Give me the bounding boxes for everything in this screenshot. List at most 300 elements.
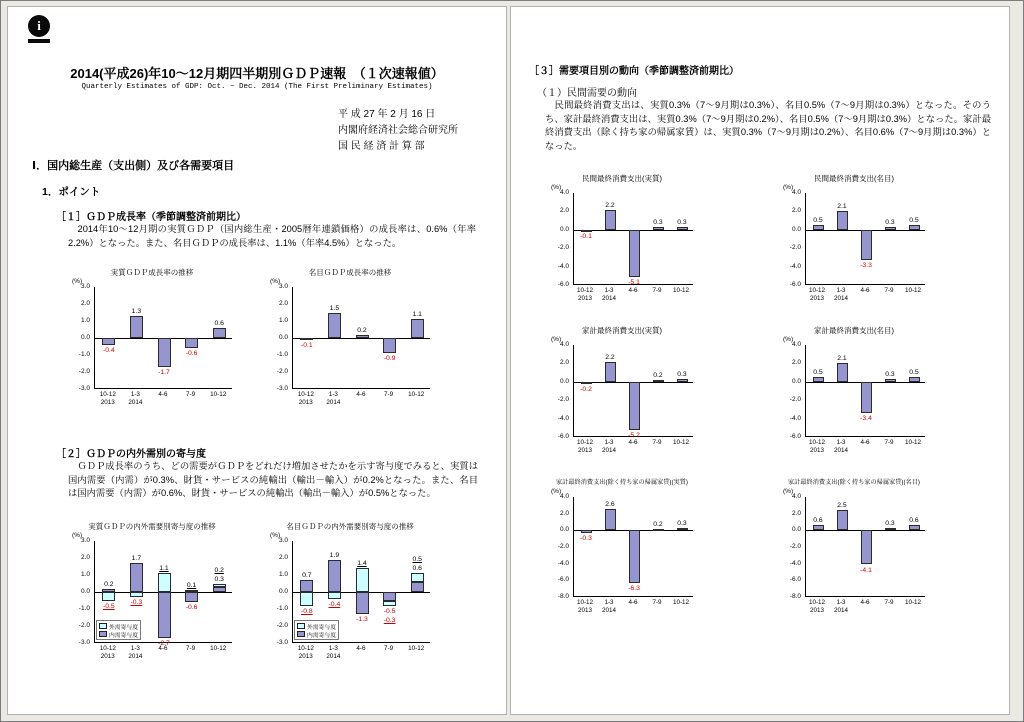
bar-value-label: 0.6 — [214, 319, 224, 327]
bar-value-label: 0.7 — [302, 572, 312, 580]
bar-value-label: 2.5 — [837, 501, 847, 509]
x-axis-labels — [292, 643, 430, 661]
x-tick-label: 7-9 — [652, 439, 662, 446]
bar-value-label: 2.1 — [837, 354, 847, 362]
bar-value-label: -3.3 — [860, 262, 872, 270]
x-tick-label: 10-12 — [904, 599, 922, 606]
x-tick-label: 7-9 — [884, 439, 894, 446]
y-tick-label: -2.0 — [789, 244, 801, 252]
x-axis-labels — [805, 285, 925, 303]
bar — [213, 328, 226, 338]
x-tick-label: 7-9 — [186, 391, 196, 398]
y-axis — [551, 189, 573, 288]
plot-area — [292, 287, 430, 389]
y-tick-label: 3.0 — [278, 283, 288, 290]
chart-body — [270, 537, 430, 646]
x-tick-label: 10-12 2013 — [808, 287, 826, 302]
bar-value-label: 0.2 — [104, 580, 114, 588]
chart-title: 家計最終消費支出(除く持ち家の帰属家賃)(名目) — [788, 479, 920, 486]
x-tick-label: 10-12 2013 — [576, 287, 594, 302]
chart-body — [270, 283, 430, 392]
x-tick-label: 7-9 — [384, 645, 394, 652]
y-tick-label: -3.0 — [276, 385, 288, 392]
x-tick-label: 10-12 2013 — [297, 391, 314, 406]
bar — [885, 379, 896, 382]
x-tick-label: 7-9 — [186, 645, 196, 652]
agency-logo-caption — [28, 39, 50, 43]
y-tick-label: 2.0 — [559, 207, 569, 215]
y-axis — [783, 493, 805, 600]
bar — [605, 362, 616, 382]
bar — [328, 560, 341, 592]
bar — [813, 377, 824, 382]
y-tick-label: 2.0 — [80, 554, 90, 561]
legend — [96, 620, 141, 640]
bar-value-label: 0.5 — [412, 556, 422, 564]
bar-value-label: -0.6 — [185, 604, 198, 612]
y-tick-label: 2.0 — [791, 207, 801, 215]
y-tick-label: -4.0 — [789, 414, 801, 422]
agency-logo-mark — [28, 15, 50, 37]
section-3-heading: ［３］需要項目別の動向（季節調整済前期比） — [529, 66, 739, 77]
chart-real-gdp-growth — [72, 267, 232, 407]
x-tick-label: 10-12 2013 — [297, 645, 314, 660]
y-tick-label: -6.0 — [557, 576, 569, 584]
bar — [356, 568, 369, 592]
y-tick-label: -6.0 — [789, 281, 801, 288]
legend — [294, 620, 339, 640]
legend-swatch — [297, 631, 305, 637]
document-title: 2014(平成26)年10～12月期四半期別ＧＤＰ速報 （１次速報値） — [70, 66, 444, 81]
x-tick-label: 7-9 — [652, 287, 662, 294]
bar-value-label: 1.7 — [131, 555, 142, 563]
legend-label: 内需寄与度 — [109, 632, 138, 639]
y-axis — [270, 283, 292, 392]
bar-value-label: 0.2 — [214, 566, 224, 574]
bar — [909, 377, 920, 382]
bar — [328, 313, 341, 339]
chart-household-consumption-nominal — [783, 325, 925, 455]
bar — [102, 592, 115, 601]
x-tick-label: 10-12 2013 — [99, 391, 116, 406]
y-tick-label: -6.0 — [557, 433, 569, 440]
x-axis-labels — [573, 285, 693, 303]
y-tick-label: 2.0 — [791, 509, 801, 517]
plot-area — [573, 497, 693, 597]
x-tick-label: 1-3 2014 — [601, 287, 616, 302]
y-tick-label: 0.0 — [791, 225, 801, 233]
bar-value-label: -5.2 — [628, 431, 640, 439]
x-tick-label: 1-3 2014 — [326, 391, 341, 406]
x-tick-label: 10-12 — [408, 645, 425, 652]
legend-swatch — [99, 623, 107, 629]
y-tick-label: 3.0 — [80, 537, 90, 544]
bar-value-label: 1.5 — [329, 304, 340, 312]
bar-value-label: 0.3 — [653, 219, 663, 226]
bar — [629, 382, 640, 430]
x-tick-label: 4-6 — [628, 439, 638, 446]
chart-private-consumption-nominal — [783, 173, 925, 303]
x-tick-label: 1-3 2014 — [833, 439, 848, 454]
y-axis — [783, 341, 805, 440]
x-tick-label: 10-12 — [210, 391, 227, 398]
bar-value-label: 0.5 — [909, 369, 919, 377]
bar-value-label: -0.6 — [185, 350, 198, 358]
x-tick-label: 4-6 — [860, 599, 870, 606]
bar — [837, 510, 848, 531]
x-axis-labels — [292, 389, 430, 407]
y-axis — [72, 537, 94, 646]
y-tick-label: -1.0 — [276, 605, 288, 612]
bar — [813, 225, 824, 230]
bar-value-label: -0.1 — [580, 232, 592, 240]
x-tick-label: 10-12 — [904, 439, 922, 446]
y-axis-unit-label: (%) — [270, 278, 281, 285]
bar — [185, 590, 198, 592]
y-tick-label: 3.0 — [278, 537, 288, 544]
x-tick-label: 4-6 — [628, 599, 638, 606]
bar — [130, 592, 143, 597]
y-tick-label: 2.0 — [559, 359, 569, 367]
y-tick-label: -3.0 — [276, 639, 288, 646]
bar-value-label: -2.7 — [158, 639, 170, 647]
y-tick-label: 0.0 — [791, 377, 801, 385]
org-line: 内閣府経済社会総合研究所 — [338, 125, 458, 136]
bar — [300, 592, 313, 606]
bar-value-label: 0.3 — [885, 519, 895, 527]
y-tick-label: 2.0 — [559, 509, 569, 517]
x-tick-label: 1-3 2014 — [833, 287, 848, 302]
bar-value-label: 2.2 — [605, 201, 615, 209]
bar-value-label: 2.6 — [605, 500, 615, 508]
x-tick-label: 10-12 2013 — [576, 439, 594, 454]
y-tick-label: -8.0 — [557, 593, 569, 600]
x-tick-label: 7-9 — [652, 599, 662, 606]
y-tick-label: -2.0 — [557, 543, 569, 550]
bar-value-label: 0.2 — [653, 520, 663, 528]
y-tick-label: 4.0 — [791, 341, 801, 348]
x-tick-label: 1-3 2014 — [128, 391, 143, 406]
bar — [411, 319, 424, 338]
bar-value-label: -1.7 — [158, 368, 170, 376]
chart-title: 民間最終消費支出(実質) — [582, 174, 662, 183]
x-tick-label: 1-3 2014 — [833, 599, 848, 614]
chart-nominal-gdp-growth — [270, 267, 430, 407]
bar — [411, 582, 424, 592]
bar-value-label: -0.3 — [580, 534, 592, 542]
y-tick-label: 0.0 — [559, 225, 569, 233]
bar — [383, 338, 396, 353]
y-axis-unit-label: (%) — [270, 532, 281, 539]
y-tick-label: 1.0 — [278, 571, 288, 578]
chart-body — [783, 189, 925, 288]
bar-value-label: 1.9 — [329, 551, 340, 559]
bar — [356, 335, 369, 338]
bar — [629, 530, 640, 583]
y-tick-label: 0.0 — [559, 377, 569, 385]
y-tick-label: -2.0 — [557, 396, 569, 404]
paragraph-gdp-growth: 2014年10～12月期の実質ＧＤＰ（国内総生産・2005暦年連鎖価格）の成長率は、0.6%（年率2.2%）となった。また、名目ＧＤＰの成長率は、1.1%（年率4.5%）となった。 — [68, 224, 476, 248]
bar-value-label: -0.3 — [383, 616, 396, 624]
bar — [102, 338, 115, 345]
chart-household-consumption-ex-rent-nominal — [783, 477, 925, 615]
bar-value-label: -3.4 — [860, 415, 872, 423]
plot-area — [805, 345, 925, 437]
plot-area — [573, 193, 693, 285]
y-tick-label: -1.0 — [78, 605, 90, 612]
bar — [300, 338, 313, 340]
chart-title: 実質ＧＤＰの内外需要別寄与度の推移 — [88, 522, 216, 531]
chart-title: 民間最終消費支出(名目) — [814, 174, 894, 183]
bar — [629, 230, 640, 277]
plot-area — [292, 541, 430, 643]
bar — [158, 592, 171, 638]
x-tick-label: 4-6 — [356, 391, 366, 398]
y-axis-unit-label: (%) — [551, 336, 562, 343]
page-1 — [7, 6, 507, 715]
paragraph-private-demand: 民間最終消費支出は、実質0.3%（7～9月期は0.3%）、名目0.5%（7～9月期は0.3%）となった。そのうち、家計最終消費支出は、実質0.3%（7～9月期は0.2%）、名目0.5%（7～9月期は0.3%）となった。家計最終消費支出（除く持ち家の帰属家賃）は、実質0.3%（7～9月期は0.2%）、名目0.6%（7～9月期は0.3%）となった。 — [545, 100, 991, 151]
point-heading: 1．ポイント — [42, 186, 101, 198]
x-tick-label: 10-12 — [672, 599, 690, 606]
bar — [677, 379, 688, 382]
y-tick-label: -6.0 — [789, 433, 801, 440]
bar-value-label: -1.3 — [356, 616, 368, 624]
plot-area — [94, 541, 232, 647]
x-axis-labels — [94, 389, 232, 407]
page-2 — [510, 6, 1010, 715]
bar-value-label: 0.2 — [357, 326, 367, 334]
bar — [356, 592, 369, 614]
bar-value-label: 1.1 — [159, 565, 169, 573]
y-axis — [551, 493, 573, 600]
x-axis-labels — [573, 597, 693, 615]
bar-value-label: 0.6 — [412, 565, 422, 573]
bar — [185, 338, 198, 348]
y-axis-unit-label: (%) — [72, 532, 83, 539]
x-tick-label: 10-12 2013 — [808, 599, 826, 614]
bar — [653, 529, 664, 531]
x-tick-label: 10-12 — [672, 287, 690, 294]
y-tick-label: -4.0 — [557, 262, 569, 270]
y-tick-label: -8.0 — [789, 593, 801, 600]
bar-value-label: -0.9 — [383, 355, 396, 363]
bar — [605, 509, 616, 531]
y-axis — [551, 341, 573, 440]
chart-real-gdp-contribution — [72, 521, 232, 661]
bar-value-label: 0.2 — [653, 372, 663, 379]
section-1-1-heading: ［１］ＧＤＰ成長率（季節調整済前期比） — [56, 212, 246, 223]
bar-value-label: -0.8 — [300, 607, 313, 615]
bar — [861, 382, 872, 413]
bar-value-label: 0.6 — [909, 517, 919, 525]
y-tick-label: 4.0 — [791, 189, 801, 196]
logo-glyph: i — [37, 18, 41, 33]
legend-label: 外需寄与度 — [109, 624, 138, 631]
y-axis-unit-label: (%) — [551, 184, 562, 191]
y-tick-label: 2.0 — [278, 554, 288, 561]
y-tick-label: 0.0 — [791, 526, 801, 534]
y-tick-label: 0.0 — [559, 526, 569, 534]
chart-title: 家計最終消費支出(除く持ち家の帰属家賃)(実質) — [556, 479, 688, 486]
bar — [158, 573, 171, 592]
x-tick-label: 4-6 — [860, 287, 870, 294]
y-axis — [783, 189, 805, 288]
legend-item — [99, 630, 138, 638]
y-tick-label: 0.0 — [80, 334, 90, 341]
x-tick-label: 4-6 — [158, 645, 168, 652]
agency-logo — [28, 15, 50, 43]
bar — [861, 530, 872, 564]
legend-label: 外需寄与度 — [307, 624, 336, 631]
bar — [130, 563, 143, 592]
document-subtitle: Quarterly Estimates of GDP: Oct. ~ Dec. 2014 (The First Preliminary Estimates) — [81, 83, 433, 91]
y-tick-label: 2.0 — [791, 359, 801, 367]
legend-swatch — [297, 623, 305, 629]
chart-body — [551, 341, 693, 440]
bar-value-label: 0.3 — [885, 219, 895, 226]
chart-title: 実質ＧＤＰ成長率の推移 — [110, 268, 194, 277]
y-tick-label: 4.0 — [559, 341, 569, 348]
bar — [909, 525, 920, 530]
bar-value-label: 0.3 — [677, 519, 687, 527]
plot-area — [94, 287, 232, 389]
section-1-heading: Ⅰ．国内総生産（支出側）及び各需要項目 — [32, 160, 235, 172]
y-tick-label: 0.0 — [80, 588, 90, 595]
y-tick-label: -4.0 — [789, 559, 801, 567]
bar — [383, 592, 396, 601]
x-tick-label: 10-12 2013 — [576, 599, 594, 614]
y-tick-label: 4.0 — [559, 189, 569, 196]
x-tick-label: 7-9 — [884, 599, 894, 606]
x-tick-label: 7-9 — [384, 391, 394, 398]
x-tick-label: 10-12 — [210, 645, 227, 652]
bar — [581, 530, 592, 533]
bar — [605, 210, 616, 230]
y-tick-label: -2.0 — [789, 396, 801, 404]
subsection-1-heading: （１）民間需要の動向 — [537, 88, 637, 99]
y-axis-unit-label: (%) — [783, 184, 794, 191]
paragraph-contribution: ＧＤＰ成長率のうち、どの需要がＧＤＰをどれだけ増加させたかを示す寄与度でみると、実質は国内需要（内需）が0.3%、財貨・サービスの純輸出（輸出－輸入）が0.2%となった。また、名目は国内需要（内需）が0.6%、財貨・サービスの純輸出（輸出－輸入）が0.5%となった。 — [68, 461, 478, 498]
y-tick-label: 1.0 — [278, 317, 288, 324]
bar-value-label: 0.3 — [677, 371, 687, 378]
bar — [677, 227, 688, 230]
y-axis-unit-label: (%) — [783, 488, 794, 495]
chart-title: 家計最終消費支出(実質) — [582, 326, 662, 335]
y-axis — [270, 537, 292, 646]
bar — [185, 592, 198, 602]
y-axis-unit-label: (%) — [551, 488, 562, 495]
bar-value-label: 0.5 — [909, 217, 919, 225]
bar-value-label: 0.1 — [186, 582, 197, 590]
x-tick-label: 4-6 — [356, 645, 366, 652]
x-tick-label: 1-3 2014 — [326, 645, 341, 660]
bar-value-label: 2.1 — [837, 202, 847, 210]
bar-value-label: -6.3 — [628, 584, 640, 592]
y-tick-label: -6.0 — [557, 281, 569, 288]
bar — [130, 316, 143, 338]
bar — [653, 227, 664, 230]
zero-line — [293, 338, 430, 339]
dept-line: 国 民 経 済 計 算 部 — [338, 141, 425, 152]
x-tick-label: 10-12 2013 — [808, 439, 826, 454]
bar — [885, 227, 896, 230]
bar-value-label: -0.4 — [102, 346, 115, 354]
plot-area — [573, 345, 693, 437]
x-tick-label: 10-12 — [672, 439, 690, 446]
chart-body — [72, 283, 232, 392]
y-tick-label: 2.0 — [278, 300, 288, 307]
chart-body — [783, 341, 925, 440]
bar — [837, 363, 848, 382]
chart-title: 名目ＧＤＰ成長率の推移 — [308, 268, 392, 277]
bar — [213, 584, 226, 587]
y-tick-label: 1.0 — [80, 317, 90, 324]
y-tick-label: -2.0 — [276, 622, 288, 629]
y-tick-label: 4.0 — [791, 493, 801, 500]
bar — [837, 211, 848, 230]
legend-label: 内需寄与度 — [307, 632, 336, 639]
x-tick-label: 10-12 2013 — [99, 645, 116, 660]
y-tick-label: 2.0 — [80, 300, 90, 307]
bar-value-label: -0.5 — [102, 602, 115, 610]
x-tick-label: 4-6 — [158, 391, 168, 398]
plot-area — [805, 193, 925, 285]
x-tick-label: 1-3 2014 — [601, 439, 616, 454]
chart-body — [551, 189, 693, 288]
date-block — [338, 107, 493, 155]
bar-value-label: -4.1 — [860, 566, 872, 574]
bar-value-label: 0.5 — [813, 369, 823, 377]
chart-title: 名目ＧＤＰの内外需要別寄与度の推移 — [286, 522, 414, 531]
y-tick-label: 0.0 — [278, 588, 288, 595]
y-tick-label: -6.0 — [789, 576, 801, 584]
chart-title: 家計最終消費支出(名目) — [814, 326, 894, 335]
y-tick-label: -2.0 — [789, 543, 801, 550]
y-axis-unit-label: (%) — [783, 336, 794, 343]
y-axis — [72, 283, 94, 392]
x-tick-label: 7-9 — [884, 287, 894, 294]
y-tick-label: -2.0 — [78, 368, 90, 375]
bar — [885, 528, 896, 531]
date-line: 平 成 27 年 2 月 16 日 — [338, 109, 436, 120]
x-tick-label: 4-6 — [860, 439, 870, 446]
plot-area — [805, 497, 925, 597]
bar-value-label: -0.4 — [328, 600, 341, 608]
y-tick-label: -3.0 — [78, 385, 90, 392]
bar-value-label: 2.2 — [605, 353, 615, 361]
bar-value-label: 1.4 — [357, 560, 367, 568]
bar-value-label: 1.1 — [412, 311, 422, 319]
y-tick-label: -1.0 — [78, 351, 90, 358]
bar — [653, 380, 664, 382]
chart-household-consumption-real — [551, 325, 693, 455]
x-tick-label: 10-12 — [408, 391, 425, 398]
bar — [581, 382, 592, 384]
y-tick-label: -4.0 — [557, 414, 569, 422]
chart-private-consumption-real — [551, 173, 693, 303]
y-tick-label: -2.0 — [78, 622, 90, 629]
bar — [383, 601, 396, 606]
legend-swatch — [99, 631, 107, 637]
bar — [813, 525, 824, 530]
bar-value-label: -0.2 — [580, 385, 592, 393]
y-tick-label: -1.0 — [276, 351, 288, 358]
x-axis-labels — [805, 597, 925, 615]
bar-value-label: -0.5 — [383, 607, 396, 615]
bar-value-label: 0.3 — [677, 219, 687, 226]
y-axis-unit-label: (%) — [72, 278, 83, 285]
bar — [861, 230, 872, 260]
